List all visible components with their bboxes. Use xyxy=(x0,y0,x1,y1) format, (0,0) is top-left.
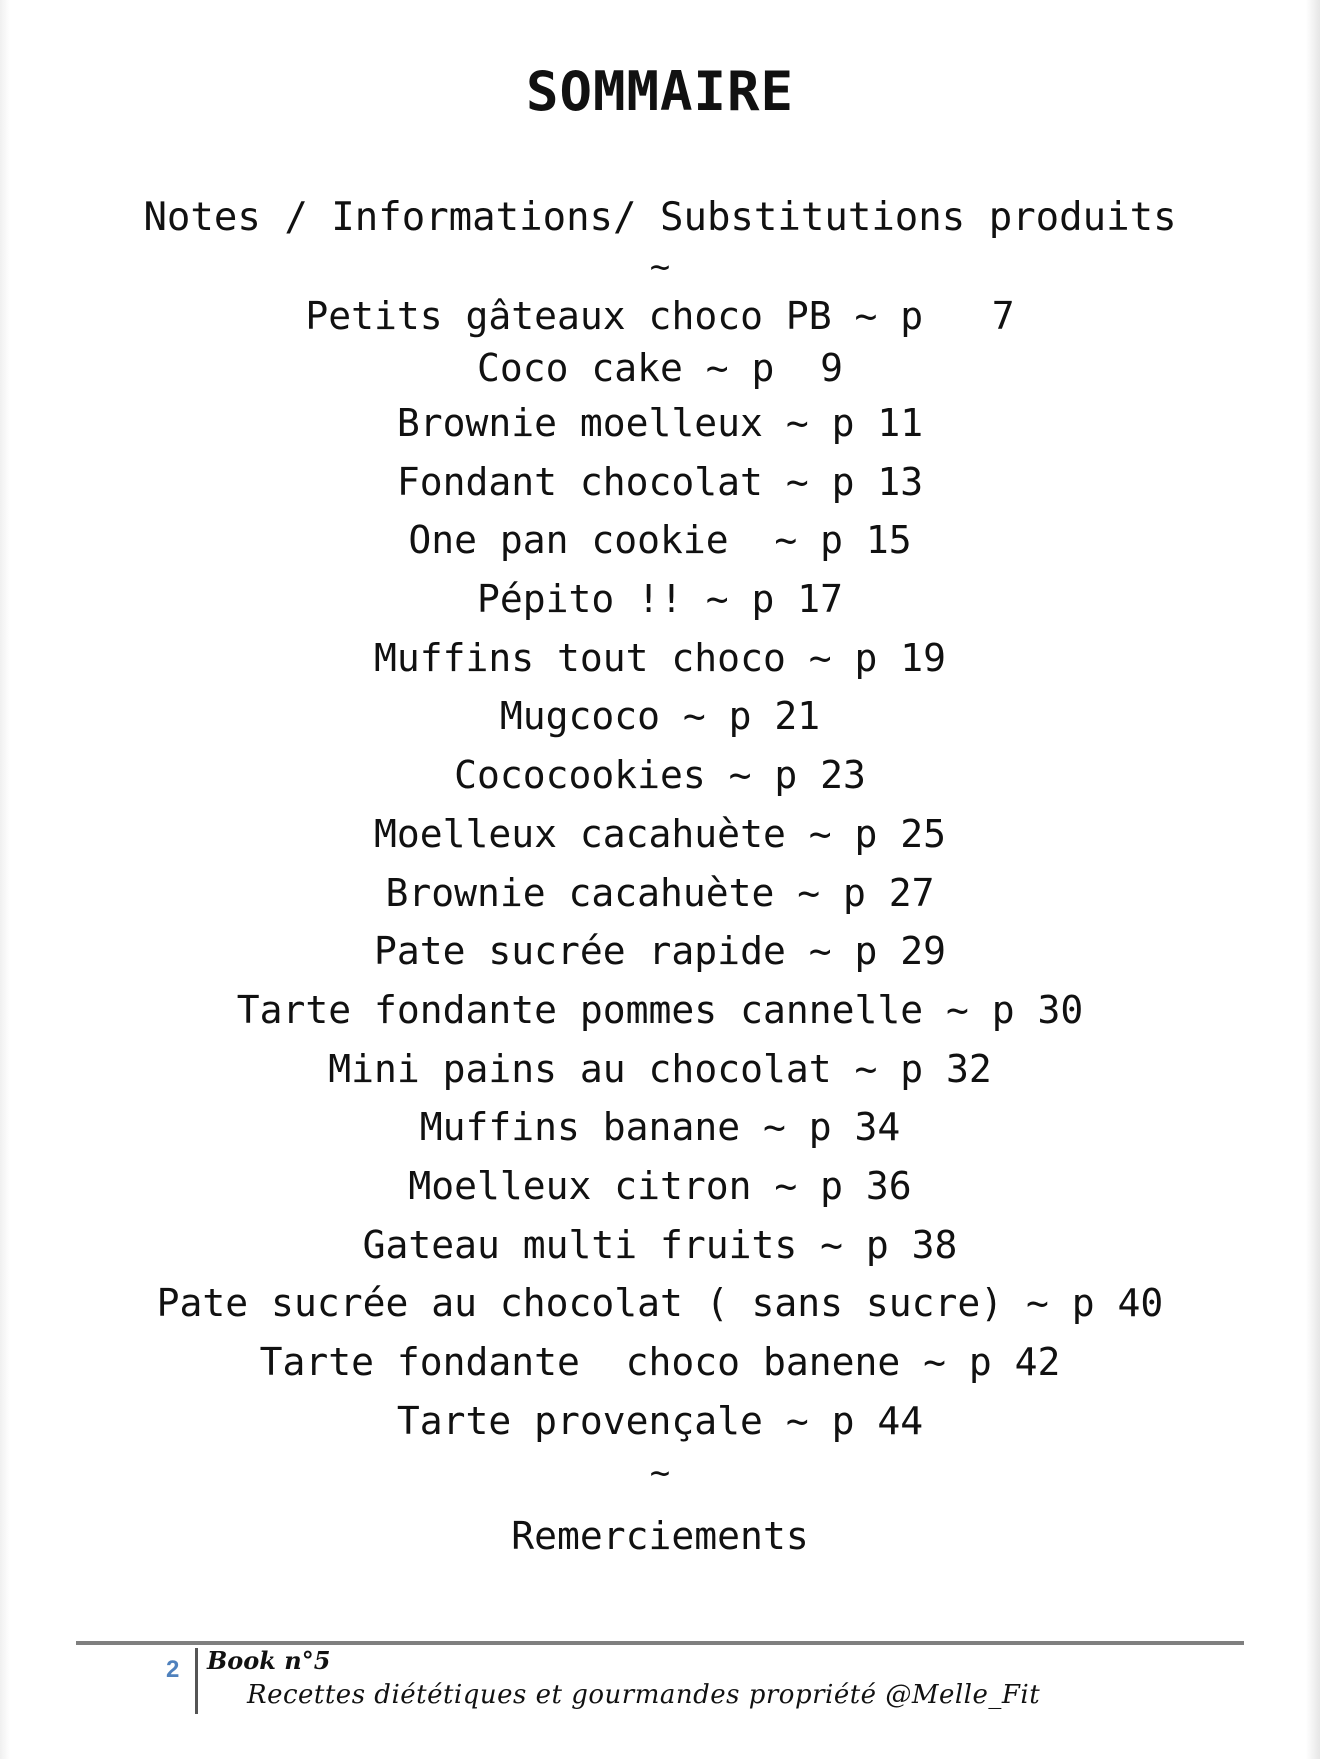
toc-entry[interactable]: Moelleux cacahuète ~ p 25 xyxy=(374,811,946,856)
footer-rule xyxy=(76,1641,1244,1645)
footer-caption: Recettes diététiques et gourmandes propriété @Melle_Fit xyxy=(247,1680,1041,1710)
toc-entry[interactable]: Mini pains au chocolat ~ p 32 xyxy=(328,1046,992,1091)
toc-entry[interactable]: Moelleux citron ~ p 36 xyxy=(408,1163,912,1208)
toc-entry[interactable]: Muffins banane ~ p 34 xyxy=(419,1105,901,1150)
toc-entry[interactable]: One pan cookie ~ p 15 xyxy=(408,518,912,563)
footer-book-label: Book n°5 xyxy=(207,1646,331,1675)
page-title: SOMMAIRE xyxy=(525,60,795,123)
toc-entry[interactable]: Muffins tout choco ~ p 19 xyxy=(374,635,946,680)
toc-entry[interactable]: Gateau multi fruits ~ p 38 xyxy=(362,1222,958,1267)
toc-entry[interactable]: Petits gâteaux choco PB ~ p 7 xyxy=(305,294,1015,338)
toc-entry[interactable]: Pépito !! ~ p 17 xyxy=(476,577,844,622)
toc-entry[interactable]: Tarte provençale ~ p 44 xyxy=(396,1398,924,1443)
toc-entry[interactable]: Brownie moelleux ~ p 11 xyxy=(396,401,924,445)
toc-entry[interactable]: Brownie cacahuète ~ p 27 xyxy=(385,870,935,915)
toc-notes-line[interactable]: Notes / Informations/ Substitutions produits xyxy=(143,195,1177,240)
footer-page-number: 2 xyxy=(166,1656,180,1683)
toc-entry[interactable]: Fondant chocolat ~ p 13 xyxy=(396,459,924,504)
toc-entry[interactable]: Coco cake ~ p 9 xyxy=(476,346,844,390)
footer-divider xyxy=(195,1648,198,1714)
table-of-contents xyxy=(0,192,1320,1566)
toc-entry[interactable]: Pate sucrée au chocolat ( sans sucre) ~ p 40 xyxy=(156,1281,1164,1326)
toc-entry[interactable]: Tarte fondante choco banene ~ p 42 xyxy=(259,1340,1061,1384)
toc-closing-separator: ~ xyxy=(649,1453,671,1494)
toc-entry[interactable]: Pate sucrée rapide ~ p 29 xyxy=(374,929,946,974)
toc-entry[interactable]: Mugcoco ~ p 21 xyxy=(499,694,821,739)
toc-thanks[interactable]: Remerciements xyxy=(511,1514,809,1559)
toc-entry[interactable]: Tarte fondante pommes cannelle ~ p 30 xyxy=(236,987,1084,1032)
toc-separator: ~ xyxy=(649,247,671,287)
toc-entry[interactable]: Cococookies ~ p 23 xyxy=(454,753,866,798)
